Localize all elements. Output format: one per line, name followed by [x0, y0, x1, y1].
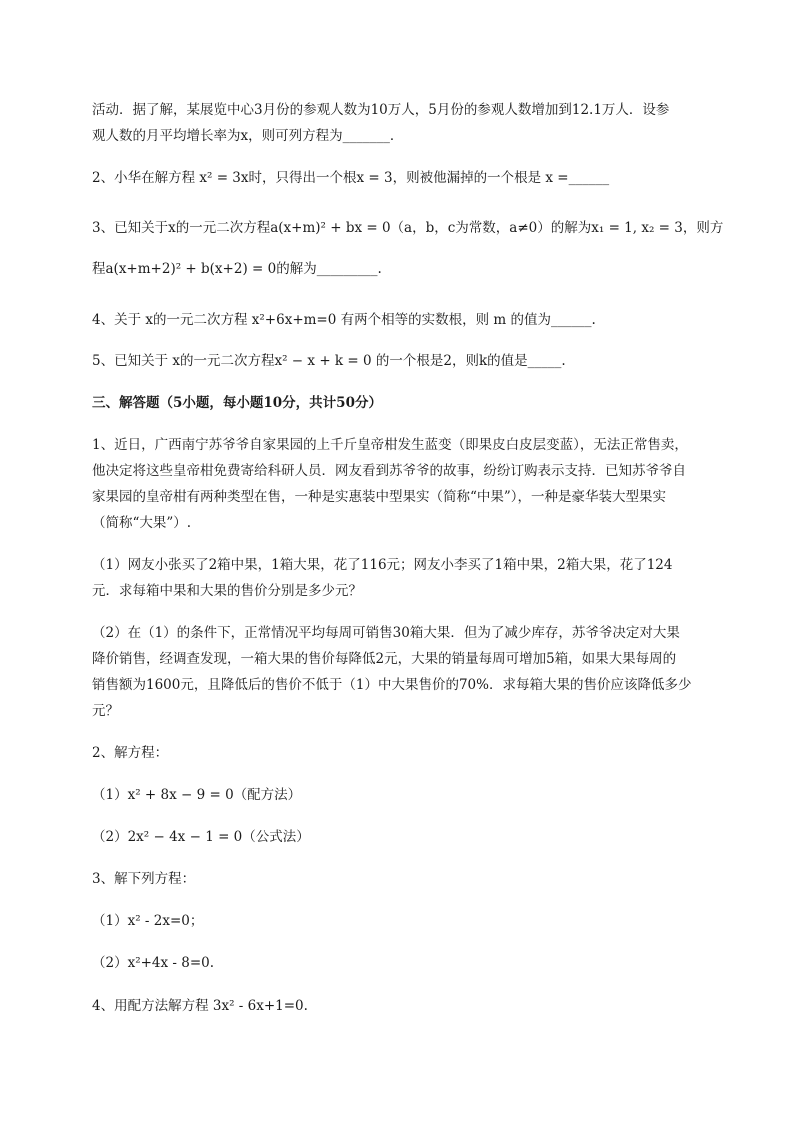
- problem-1-part-2-line-1: （2）在（1）的条件下，正常情况平均每周可销售30箱大果．但为了减少库存，苏爷爷决定对大果: [92, 625, 680, 641]
- problem-3-part-2: （2）x²+4x - 8=0.: [92, 955, 215, 971]
- fill-question-3-line-1: 3、已知关于x的一元二次方程a(x+m)² + bx = 0（a，b，c为常数，a≠0）的解为x₁ = 1, x₂ = 3，则方: [92, 220, 724, 236]
- problem-1-part-2-line-4: 元？: [92, 703, 119, 719]
- problem-1-line-1: 1、近日，广西南宁苏爷爷自家果园的上千斤皇帝柑发生蓝变（即果皮白皮层变蓝），无法正常售卖，: [92, 437, 688, 453]
- problem-1-line-3: 家果园的皇帝柑有两种类型在售，一种是实惠装中型果实（简称“中果”），一种是豪华装大型果实: [92, 489, 667, 505]
- problem-1-part-2-line-2: 降价销售，经调查发现，一箱大果的售价每降低2元，大果的销量每周可增加5箱，如果大果每周的: [92, 651, 677, 667]
- problem-4-title: 4、用配方法解方程 3x² - 6x+1=0.: [92, 998, 308, 1014]
- intro-line-1: 活动．据了解，某展览中心3月份的参观人数为10万人，5月份的参观人数增加到12.1万人．设参: [92, 102, 670, 118]
- problem-3-title: 3、解下列方程：: [92, 871, 196, 887]
- document-page: [92, 0, 744, 1123]
- problem-1-part-2-line-3: 销售额为1600元，且降低后的售价不低于（1）中大果售价的70%．求每箱大果的售价应该降低多少: [92, 677, 692, 693]
- problem-1-line-4: （简称“大果”）.: [92, 515, 192, 531]
- section-3-heading: 三、解答题（5小题，每小题10分，共计50分）: [92, 395, 382, 411]
- fill-question-4: 4、关于 x的一元二次方程 x²+6x+m=0 有两个相等的实数根，则 m 的值为______.: [92, 312, 596, 328]
- fill-question-3-line-2: 程a(x+m+2)² + b(x+2) = 0的解为_________.: [92, 261, 382, 277]
- fill-question-5: 5、已知关于 x的一元二次方程x² − x + k = 0 的一个根是2，则k的值是_____.: [92, 353, 566, 369]
- intro-line-2: 观人数的月平均增长率为x，则可列方程为_______．: [92, 128, 404, 144]
- problem-2-title: 2、解方程：: [92, 745, 169, 761]
- problem-1-line-2: 他决定将这些皇帝柑免费寄给科研人员．网友看到苏爷爷的故事，纷纷订购表示支持．已知苏爷爷自: [92, 463, 686, 479]
- problem-1-part-1-line-1: （1）网友小张买了2箱中果，1箱大果，花了116元；网友小李买了1箱中果，2箱大果，花了124: [92, 557, 673, 573]
- problem-2-part-2: （2）2x² − 4x − 1 = 0（公式法）: [92, 829, 310, 845]
- problem-2-part-1: （1）x² + 8x − 9 = 0（配方法）: [92, 787, 302, 803]
- fill-question-2: 2、小华在解方程 x² = 3x时，只得出一个根x = 3，则被他漏掉的一个根是 x =______: [92, 170, 610, 186]
- problem-1-part-1-line-2: 元．求每箱中果和大果的售价分别是多少元？: [92, 583, 362, 599]
- problem-3-part-1: （1）x² - 2x=0；: [92, 913, 204, 929]
